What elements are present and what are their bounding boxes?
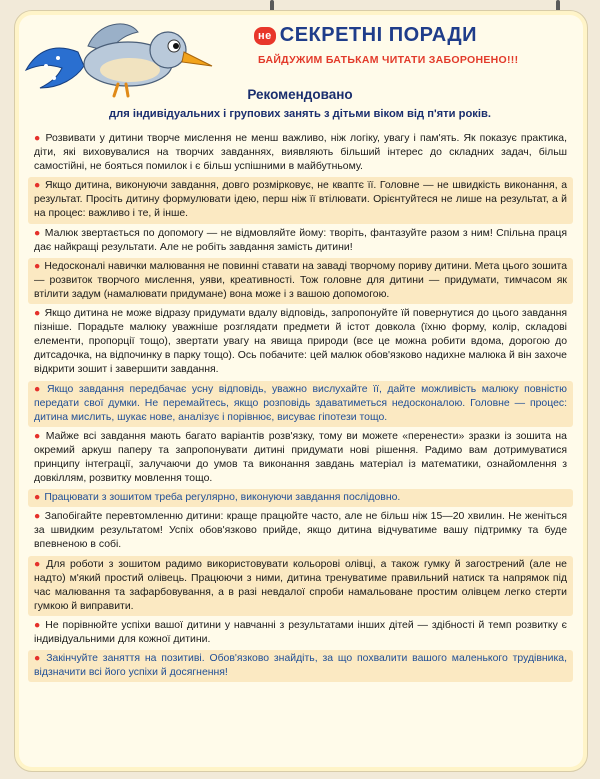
recommendation-title: Рекомендовано [247, 87, 353, 102]
bullet-icon: ● [34, 430, 42, 442]
list-item [28, 556, 573, 616]
bullet-icon: ● [34, 558, 43, 570]
list-item [28, 381, 573, 427]
header-banner [236, 24, 566, 70]
list-item [28, 130, 573, 176]
tip-text: Закінчуйте заняття на позитиві. Обов'язково знайдіть, за що похвалити вашого маленького трудівника, відзначити всі його успіхи й досягнення! [34, 653, 567, 679]
bullet-icon: ● [34, 227, 41, 239]
list-item [28, 225, 573, 257]
bullet-icon: ● [34, 133, 42, 144]
header-title-text: СЕКРЕТНІ ПОРАДИ [279, 24, 478, 46]
list-item [28, 177, 573, 223]
header-subtitle: БАЙДУЖИМ БАТЬКАМ ЧИТАТИ ЗАБОРОНЕНО!!! [258, 54, 519, 66]
bullet-icon: ● [34, 492, 41, 504]
tip-text: Якщо завдання передбачає усну відповідь, уважно вислухайте її, дайте можливість малюку повністю передати свої думки. Не перемайтесь, якщо розповідь здаватиметься недосконалою. Головне — процес: дитина мислить, шукає нове, аналізує і порівнює, висуває гіпотези тощо. [34, 383, 567, 423]
recommendation-block [14, 86, 586, 122]
bullet-icon: ● [34, 180, 41, 192]
tip-text: Якщо дитина не може відразу придумати вдалу відповідь, запропонуйте їй повернутися до цього завдання пізніше. Порадьте малюку уважніше розглядати предмети й істот довкола (їхню форму, колір, складові елементи, пропорції тощо), звертати увагу на явища природи (все це можна робити вдома, дорогою до дитсадочка, на відпочинку в парку тощо). Ось побачите: цей малюк обов'язково надихне малюка й він захоче відкрити зошит і завершити завдання. [34, 308, 567, 376]
tip-text: Не порівнюйте успіхи вашої дитини у навчанні з результатами інших дітей — здібності й темп розвитку є індивідуальними для кожної дитини. [34, 619, 567, 645]
tip-text: Недосконалі навички малювання не повинні ставати на заваді творчому пориву дитини. Мета цього зошита — розвиток творчого мислення, уяви, креативності. Тож головне для дитини — придумати, тимчасом як втілити задум (намалювати придумане) вона може і з вашою допомогою. [34, 260, 568, 300]
recommendation-subtitle: для індивідуальних і групових занять з дітьми віком від п'яти років. [109, 108, 491, 120]
header-title [254, 24, 477, 47]
tip-text: Майже всі завдання мають багато варіантів розв'язку, тому ви можете «перенести» зразки із зошита на окремий аркуш паперу та запропонувати дитині придумати нові рішення. Радимо вам дотримуватися принципу інтеграції, залучаючи до умов та виконання завдань матеріал із математики, ознайомлення з довкіллям, розвитку мовлення тощо. [34, 430, 567, 485]
bullet-icon: ● [34, 511, 41, 523]
tip-text: Працювати з зошитом треба регулярно, виконуючи завдання послідовно. [44, 492, 401, 504]
bullet-icon: ● [34, 619, 42, 631]
bullet-icon: ● [34, 260, 41, 272]
bullet-icon: ● [34, 383, 43, 395]
header-badge: не [254, 27, 276, 45]
list-item [28, 428, 573, 488]
list-item [28, 258, 573, 304]
tip-text: Запобігайте перевтомленню дитини: краще працюйте часто, але не більш ніж 15—20 хвилин. Не женіться за швидким результатом! Успіх обов'язково прийде, якщо дитина відчуватиме вашу підтримку та буде впевненою в собі. [34, 511, 567, 551]
bullet-icon: ● [34, 653, 43, 665]
bullet-icon: ● [34, 308, 41, 320]
tip-text: Малюк звертається по допомогу — не відмовляйте йому: творіть, фантазуйте разом з ним! Спільна праця дає найкращі результати. Але не робіть завдання замість дитини! [34, 227, 567, 253]
tips-list [28, 130, 573, 683]
list-item [28, 650, 573, 682]
list-item [28, 489, 573, 507]
tip-text: Якщо дитина, виконуючи завдання, довго розмірковує, не кваптє її. Головне — не швидкість виконання, а результат. Просіть дитину формулювати ідею, перш ніж її втілювати. Орієнтуйтеся не лише на результат, а й на процес: важливо і те, й інше. [34, 180, 567, 220]
tip-text: Розвивати у дитини творче мислення не менш важливо, ніж логіку, увагу і пам'ять. Як показує практика, діти, які виховувалися на творчих завданнях, виявляють більший інтерес до складних задач, більш самостійні, не бояться помилок і є більш успішними в майбутньому. [34, 133, 567, 173]
list-item [28, 305, 573, 379]
tip-text: Для роботи з зошитом радимо використовувати кольорові олівці, а також гумку й загострений (але не надто) м'який простий олівець. Працюючи з ними, дитина тренуватиме правильний натиск та напрямок під час малювання та зафарбовування, а в разі невдалої спроби намальоване простим олівцем легко стерти гумкою й виправити. [34, 558, 567, 612]
list-item [28, 508, 573, 554]
list-item [28, 617, 573, 649]
